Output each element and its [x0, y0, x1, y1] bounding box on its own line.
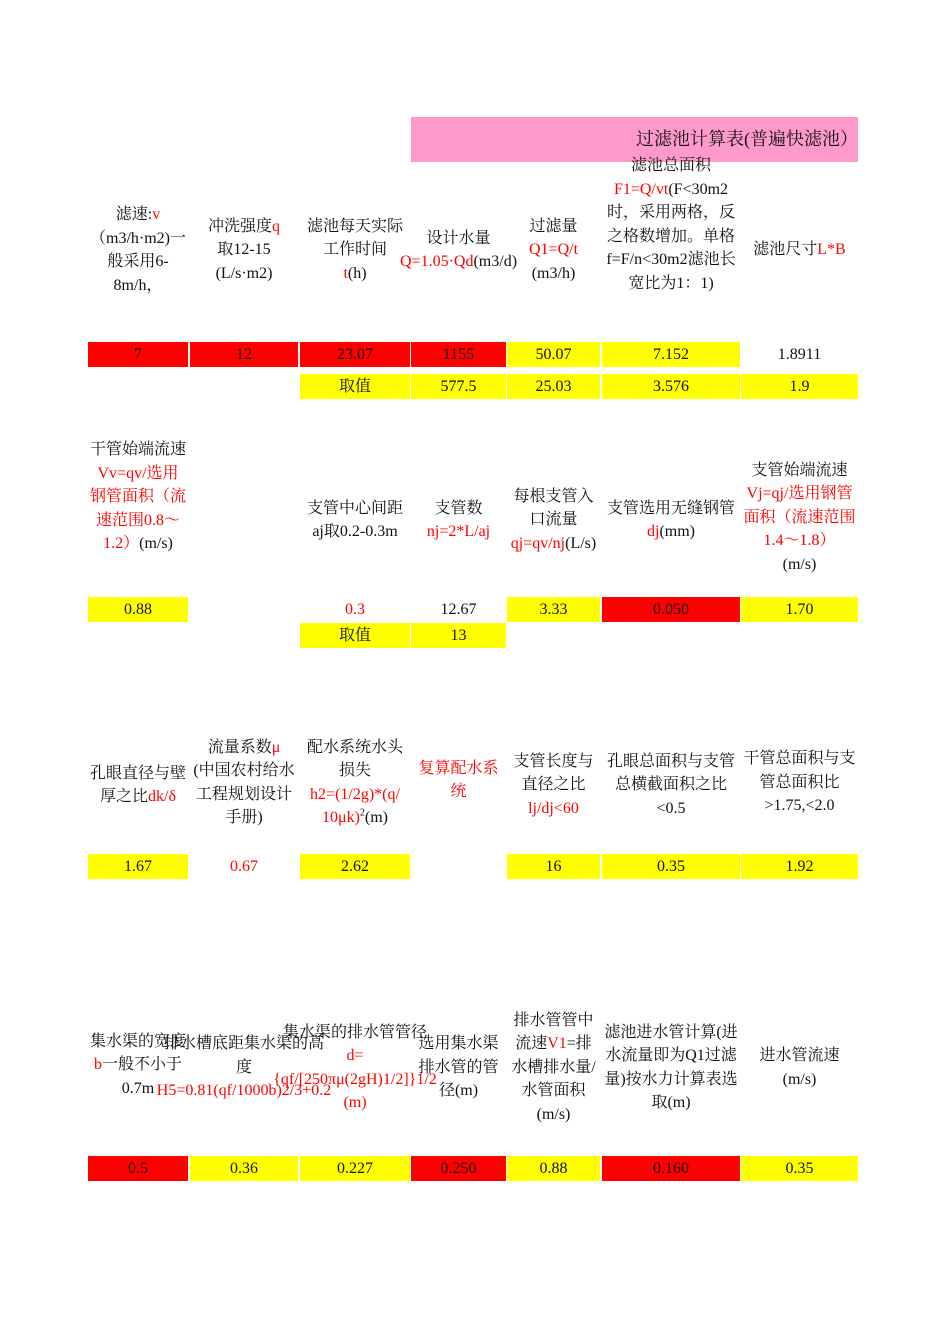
header-design-flow: 设计水量 Q=1.05·Qd(m3/d) [400, 229, 518, 270]
header-branch-inlet-flow: 每根支管入口流量 qj=qv/nj(L/s) [510, 487, 597, 552]
value-wash-intensity: 12 [190, 342, 298, 367]
header-main-pipe-velocity: 干管始端流速 Vv=qv/选用钢管面积（流速范围0.8～1.2）(m/s) [90, 441, 187, 552]
value-drain-velocity: 0.88 [507, 1156, 600, 1181]
value-head-loss: 2.62 [300, 854, 410, 879]
value-filter-velocity: 7 [88, 342, 188, 367]
taken-filter-size: 1.9 [741, 374, 858, 399]
header-filtration-flow: 过滤量 Q1=Q/t (m3/h) [528, 217, 579, 282]
value-trough-height: 0.36 [190, 1156, 298, 1181]
header-branch-count: 支管数 nj=2*L/aj [426, 499, 491, 540]
taken-value-label-2: 取值 [300, 623, 410, 648]
value-branch-inlet-flow: 3.33 [507, 597, 600, 622]
value-drain-pipe-diameter: 0.227 [300, 1156, 410, 1181]
value-design-flow: 1155 [411, 342, 506, 367]
header-inlet-pipe-calc: 滤池进水管计算(进水流量即为Q1过滤量)按水力计算表选取(m) [604, 1023, 738, 1111]
value-filter-size: 1.8911 [777, 346, 822, 363]
value-total-area: 7.152 [602, 342, 740, 367]
header-work-time: 滤池每天实际工作时间 t(h) [306, 217, 403, 282]
header-branch-velocity: 支管始端流速 Vj=qj/选用钢管面积（流速范围1.4～1.8） (m/s) [743, 461, 856, 573]
header-recheck-system: 复算配水系统 [418, 759, 499, 800]
value-branch-spacing: 0.3 [300, 597, 410, 622]
header-drain-pipe-diameter: 集水渠的排水管管径 d={qf/[250πμ(2gH)1/2]}1/2 (m) [273, 1023, 437, 1111]
header-main-branch-area-ratio: 干管总面积与支管总面积比 >1.75,<2.0 [743, 750, 856, 815]
value-channel-width: 0.5 [88, 1156, 188, 1181]
header-orifice-area-ratio: 孔眼总面积与支管总横截面积之比<0.5 [606, 752, 735, 817]
value-main-pipe-velocity: 0.88 [88, 597, 188, 622]
value-branch-pipe: 0.050 [602, 597, 740, 622]
taken-branch-count: 13 [411, 623, 506, 648]
value-filtration-flow: 50.07 [507, 342, 600, 367]
header-filter-velocity: 滤速:v （m3/h·m2)一般采用6-8m/h， [90, 206, 186, 294]
value-branch-count: 12.67 [440, 601, 477, 618]
value-main-branch-area-ratio: 1.92 [741, 854, 858, 879]
header-drain-velocity: 排水管管中流速V1=排水槽排水量/水管面积(m/s) [511, 1011, 596, 1123]
header-wash-intensity: 冲洗强度q 取12-15 (L/s·m2) [207, 217, 280, 282]
taken-total-area: 3.576 [602, 374, 740, 399]
value-orifice-ratio: 1.67 [88, 854, 188, 879]
table-title: 过滤池计算表(普遍快滤池） [636, 129, 858, 149]
header-selected-drain-pipe: 选用集水渠排水管的管径(m) [418, 1035, 499, 1100]
header-branch-spacing: 支管中心间距aj取0.2-0.3m [306, 499, 403, 540]
value-work-time: 23.07 [300, 342, 410, 367]
header-total-area: 滤池总面积 F1=Q/vt(F<30m2时，采用两格，反之格数增加。单格f=F/n<30m2滤池长宽比为1：1) [606, 157, 736, 292]
header-flow-coefficient: 流量系数μ (中国农村给水工程规划设计手册) [193, 738, 295, 826]
header-length-diameter-ratio: 支管长度与直径之比lj/dj<60 [513, 752, 594, 817]
value-selected-drain-pipe: 0.250 [411, 1156, 506, 1181]
header-head-loss: 配水系统水头损失 h2=(1/2g)*(q/ 10μk)$^2$(m) [306, 738, 403, 826]
taken-filtration-flow: 25.03 [507, 374, 600, 399]
header-channel-width: 集水渠的宽度 b一般不小于0.7m [90, 1032, 187, 1097]
taken-value-label: 取值 [300, 374, 410, 399]
header-orifice-ratio: 孔眼直径与壁厚之比dk/δ [90, 764, 187, 805]
value-orifice-area-ratio: 0.35 [602, 854, 740, 879]
value-branch-velocity: 1.70 [741, 597, 858, 622]
header-inlet-velocity: 进水管流速 (m/s) [759, 1047, 840, 1088]
taken-design-flow: 577.5 [411, 374, 506, 399]
header-filter-size: 滤池尺寸L*B [753, 241, 846, 259]
header-branch-pipe: 支管选用无缝钢管 dj(mm) [606, 499, 735, 540]
value-length-diameter-ratio: 16 [507, 854, 600, 879]
value-flow-coefficient: 0.67 [230, 858, 258, 875]
value-inlet-pipe-calc: 0.160 [602, 1156, 740, 1181]
header-trough-height: 排水槽底距集水渠的高度 H5=0.81(qf/1000b)2/3+0.2 [156, 1035, 332, 1100]
value-inlet-velocity: 0.35 [741, 1156, 858, 1181]
